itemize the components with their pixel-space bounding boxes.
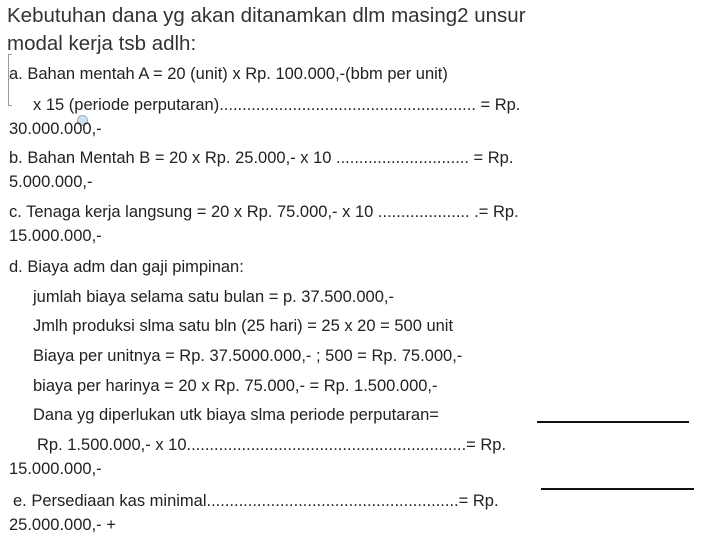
item-d-line-4: Biaya per unitnya = Rp. 37.5000.000,- ; 500 = Rp. 75.000,-	[33, 347, 463, 365]
item-b-line-1: b. Bahan Mentah B = 20 x Rp. 25.000,- x 10 ............................. = Rp.	[9, 149, 514, 167]
item-a-line-2: x 15 (periode perputaran)........................................................ = Rp.	[33, 96, 521, 114]
item-a-line-1: a. Bahan mentah A = 20 (unit) x Rp. 100.000,-(bbm per unit)	[9, 65, 448, 83]
item-d-line-6: Dana yg diperlukan utk biaya slma periode perputaran=	[33, 406, 439, 424]
item-e-line-1: e. Persediaan kas minimal.......................................................= Rp.	[13, 492, 499, 510]
underline-rule-1	[537, 421, 689, 423]
item-d-line-8: 15.000.000,-	[9, 460, 102, 478]
item-d-line-5: biaya per harinya = 20 x Rp. 75.000,- = Rp. 1.500.000,-	[33, 377, 438, 395]
item-d-line-2: jumlah biaya selama satu bulan = p. 37.500.000,-	[33, 288, 394, 306]
item-d-line-3: Jmlh produksi slma satu bln (25 hari) = 25 x 20 = 500 unit	[33, 317, 454, 335]
slide-title-line-2: modal kerja tsb adlh:	[7, 32, 197, 55]
item-a-line-3: 30.000.000,-	[9, 120, 102, 138]
slide-title-line-1: Kebutuhan dana yg akan ditanamkan dlm masing2 unsur	[7, 4, 526, 27]
slide-title	[7, 2, 707, 58]
underline-rule-2	[541, 488, 694, 490]
item-c-line-1: c. Tenaga kerja langsung = 20 x Rp. 75.000,- x 10 .................... .= Rp.	[9, 203, 519, 221]
item-d-line-1: d. Biaya adm dan gaji pimpinan:	[9, 258, 244, 276]
item-b-line-2: 5.000.000,-	[9, 173, 93, 191]
item-c-line-2: 15.000.000,-	[9, 227, 102, 245]
item-d-line-7: Rp. 1.500.000,- x 10.............................................................= Rp.	[37, 436, 507, 454]
item-e-line-2: 25.000.000,- +	[9, 516, 116, 534]
